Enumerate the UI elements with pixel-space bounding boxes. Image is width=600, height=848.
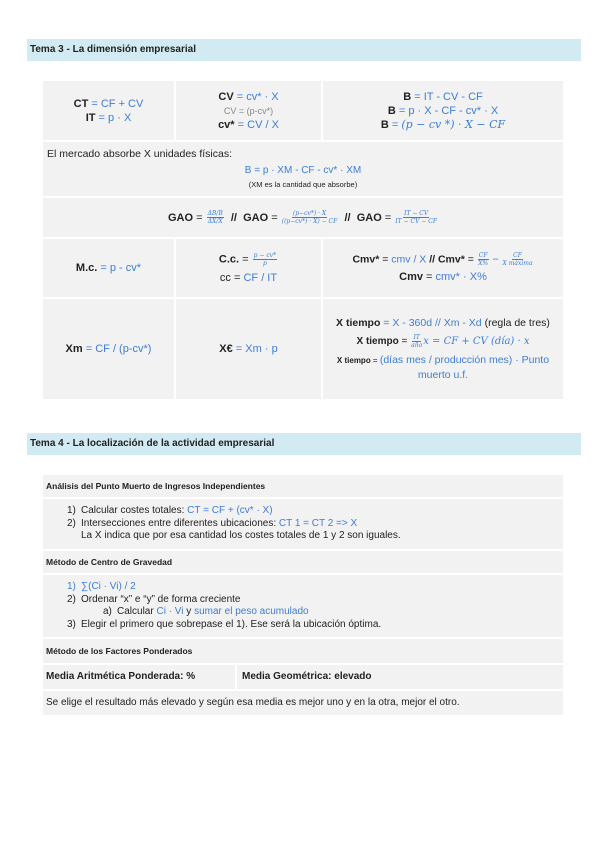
s2-item-3: 3) Elegir el primero que sobrepase el 1). Ese será la ubicación óptima. [67,618,382,630]
s3-col-geometric: Media Geométrica: elevado [237,665,563,689]
s1-item-2-note: La X indica que por esa cantidad los costes totales de 1 y 2 son iguales. [81,530,401,541]
s3-col-arithmetic: Media Aritmética Ponderada: % [43,665,235,689]
market-note: (XM es la cantidad que absorbe) [248,180,358,189]
gao-row: GAO = $\frac{\Delta B/B}{\Delta X/X}$ // GAO = $\frac{(p-cv*) \cdot X}{((p-cv*) \cdot X) - CF}$ // GAO = $\frac{IT - CV}{IT - CV - CF}$ [43,198,563,237]
tema4-title: Tema 4 - La localización de la actividad empresarial [27,433,581,455]
gao-fraction-1: $\frac{\Delta B/B}{\Delta X/X}$ [207,210,223,225]
s3-note: Se elige el resultado más elevado y según esa media es mejor uno y en la otra, mejor el otro. [43,691,563,715]
b-formula-1: B = IT - CV - CF [403,90,483,103]
cv-alt-formula: CV = (p-cv*) [223,105,274,116]
s1-item-1: 1) Calcular costes totales: CT = CF + (cv* · X) [67,505,273,516]
cc-fraction: $\frac{p - cv*}{p}$ [253,251,277,267]
market-intro: El mercado absorbe X unidades físicas: [47,148,233,160]
s2-item-2a: a) Calcular Ci · Vi y sumar el peso acumulado [103,606,309,617]
ct-it-cell [43,81,174,140]
tema3-title: Tema 3 - La dimensión empresarial [27,39,581,61]
s2-header: Método de Centro de Gravedad [43,551,563,573]
b-formula-2: B = p · X - CF - cv* · X [387,104,499,117]
s1-item-2: 2) Intersecciones entre diferentes ubicaciones: CT 1 = CT 2 => X [67,517,358,529]
s2-item-1: 1) ∑(Ci · Vi) / 2 [67,581,136,592]
xm-cell: Xm = CF / (p-cv*) [43,299,174,399]
xtiempo-cell: X tiempo = X - 360d // Xm - Xd (regla de tres) X tiempo = $\frac{IT}{\text{año}}$ x = CF + CV (día) · x X tiempo = (días mes / producción mes) · Punto muerto u.f. [323,299,563,399]
b-cell [323,81,563,140]
cv-formula: CV = cv* · X [218,90,279,103]
s1-list [43,499,563,549]
ct-formula: CT = CF + CV [73,97,144,110]
s2-item-2: 2) Ordenar “x” e “y” de forma creciente [67,593,241,605]
s3-header: Método de los Factores Ponderados [43,639,563,663]
cmv-cell: Cmv* = cmv / X // Cmv* = $\frac{CF}{X\%}$ − $\frac{CF}{\text{X máxima}}$ Cmv = cmv* · X% [323,239,563,297]
it-formula: IT = p · X [85,111,132,124]
cv-unit-formula: cv* = CV / X [218,118,279,131]
cc-cell: C.c. = $\frac{p - cv*}{p}$ cc = CF / IT [176,239,321,297]
mc-cell: M.c. = p - cv* [43,239,174,297]
xe-cell: X€ = Xm · p [176,299,321,399]
s1-header: Análisis del Punto Muerto de Ingresos Independientes [43,475,563,497]
gao-fraction-3: $\frac{IT - CV}{IT - CV - CF}$ [395,210,438,225]
cv-cell [176,81,321,140]
market-formula: B = p · XM - CF - cv* · XM [244,165,362,176]
b-formula-3: B = (p − cv *) · X − CF [380,117,506,131]
gao-fraction-2: $\frac{(p-cv*) \cdot X}{((p-cv*) \cdot X) - CF}$ [281,210,338,225]
s2-list [43,575,563,637]
